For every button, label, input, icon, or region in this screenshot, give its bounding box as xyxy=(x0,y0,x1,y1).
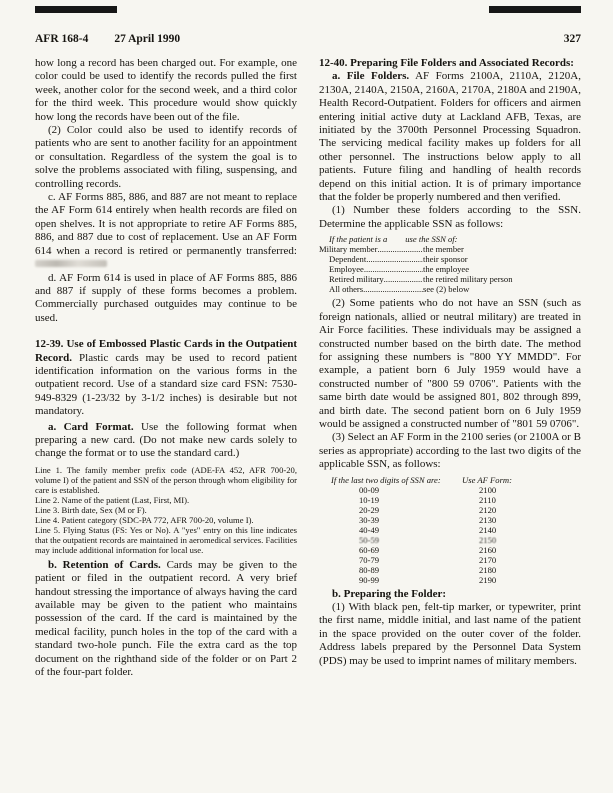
card-line-5-label: Line 5. xyxy=(35,524,61,535)
dot-leader xyxy=(366,254,423,264)
page-number: 327 xyxy=(563,33,581,45)
card-line-4-text: Patient category (SDC-PA 772, AFR 700-20, volume I). xyxy=(61,514,254,525)
af-form-row xyxy=(319,565,581,575)
ssn-row-value: see (2) below xyxy=(423,284,470,295)
af-form-table-header xyxy=(319,475,581,485)
form-number: 2140 xyxy=(479,524,497,535)
paragraph-d-form-614: d. AF Form 614 is used in place of AF Forms 885, 886 and 887 if supply of these forms becomes a problem. Commercially purchased outguides may continue to be used. xyxy=(35,271,297,324)
paragraph-c-text: c. AF Forms 885, 886, and 887 are not meant to replace the AF Form 614 entirely when health records are filed on open shelves. It is not appropriate to retire AF Forms 885, 886, and 887 due to cost of replacement. Use an AF Form 614 when a record is retired or permanently transferred: xyxy=(35,191,297,257)
card-line-1-text: The family member prefix code (ADE-FA 452, AFR 700-20, volume I) of the patient and SSN of the person through whom eligibility for care is established. xyxy=(35,464,297,495)
paragraph-continuation: how long a record has been charged out. For example, one color could be used to identify the records pulled the first week, another color for the second week, and a third color for the third week. This procedure would show quickly how long the records have been out of the file. xyxy=(35,57,297,123)
card-format-body: Use the following format when preparing a new card. (Do not make new cards solely to change the format or to use the standard card.) xyxy=(35,420,298,460)
scan-mark-left xyxy=(35,6,117,13)
paragraph-black-pen: (1) With black pen, felt-tip marker, or typewriter, print the first name, middle initial, and last name of the patient in the space provided on the outer cover of the folder. Address labels prepared by the Personnel Data System (PDS) may be used to imprint names of military members. xyxy=(319,600,581,667)
form-number: 2190 xyxy=(479,574,497,585)
digits-range: 60-69 xyxy=(359,544,380,555)
right-column xyxy=(319,57,581,679)
form-number: 2170 xyxy=(479,554,497,565)
af-form-row xyxy=(319,485,581,495)
card-format-lines xyxy=(35,465,297,555)
page-header xyxy=(35,33,581,45)
ssn-row-value: the employee xyxy=(423,264,470,275)
paragraph-card-format xyxy=(35,421,297,461)
paragraph-preparing-folder: b. Preparing the Folder: xyxy=(332,587,447,600)
section-12-39-body: Plastic cards may be used to record patient identification information on the various forms in the outpatient record. Use of a standard size card FSN: 7530-949-8329 (1-23/32 by 3-1/2 inches) is desirable but not mandatory. xyxy=(35,351,298,418)
card-line-4 xyxy=(35,515,297,525)
section-12-40-title: 12-40. Preparing File Folders and Associated Records: xyxy=(319,57,574,69)
ssn-row-label: All others xyxy=(329,284,364,295)
ssn-table-header xyxy=(319,234,581,244)
af-form-row xyxy=(319,555,581,565)
ssn-row-value: the member xyxy=(423,244,464,255)
ssn-table-row xyxy=(319,254,581,264)
file-folders-lead: a. File Folders. xyxy=(332,70,410,83)
paragraph-c-forms xyxy=(35,191,297,271)
af-form-table xyxy=(319,475,581,585)
form-header-right: Use AF Form: xyxy=(462,474,512,485)
digits-range: 30-39 xyxy=(359,514,380,525)
af-form-row xyxy=(319,525,581,535)
af-form-row xyxy=(319,535,581,545)
ssn-row-value: the retired military person xyxy=(423,274,513,285)
digits-range: 90-99 xyxy=(359,574,380,585)
ssn-table-row xyxy=(319,264,581,274)
card-line-2 xyxy=(35,495,297,505)
ssn-table-row xyxy=(319,284,581,294)
card-line-5-text: Flying Status (FS: Yes or No). A "yes" entry on this line indicates that the outpatient records are maintained in aeromedical services. Facilities may include additional information for local use. xyxy=(35,524,298,555)
doc-reference: AFR 168-4 xyxy=(35,33,89,45)
illegible-marks xyxy=(35,260,107,267)
af-form-row xyxy=(319,515,581,525)
ssn-source-table xyxy=(319,234,581,294)
card-format-lead: a. Card Format. xyxy=(48,420,134,433)
file-folders-body: AF Forms 2100A, 2110A, 2120A, 2130A, 2140A, 2150A, 2160A, 2170A, 2180A and 2190A, Health Record-Outpatient. Folders for officers and airmen entering initial active duty at Lackland AFB, Texas, are initiated by the 3700th Personnel Processing Squadron. The servicing medical facility makes up folders for all other personnel. The instructions below apply to all patients. Future filing and handling of health records depend on this initial action. It is of primary importance that the folder be properly numbered and then verified. xyxy=(319,70,581,204)
paragraph-number-folders: (1) Number these folders according to the SSN. Determine the applicable SSN as follows: xyxy=(319,204,581,230)
section-12-39-title: 12-39. Use of Embossed Plastic Cards in the Outpatient Record. xyxy=(35,338,297,364)
paragraph-color-2: (2) Color could also be used to identify records of patients who are sent to another facility for an appointment or consultation. Regardless of the system the goal is to solve the problems associated with filing, suspensing, and controlling records. xyxy=(35,124,297,190)
ssn-row-value: their sponsor xyxy=(423,254,468,265)
digits-range: 20-29 xyxy=(359,504,380,515)
ssn-table-row xyxy=(319,244,581,254)
card-line-5 xyxy=(35,525,297,555)
ssn-row-label: Retired military xyxy=(329,274,384,285)
af-form-row xyxy=(319,545,581,555)
ssn-header-left: If the patient is a xyxy=(329,234,388,245)
ssn-row-label: Military member xyxy=(319,244,378,255)
digits-range: 80-89 xyxy=(359,564,380,575)
digits-range: 10-19 xyxy=(359,494,380,505)
digits-range: 00-09 xyxy=(359,484,380,495)
form-number: 2160 xyxy=(479,544,497,555)
dot-leader xyxy=(363,284,423,294)
form-number: 2180 xyxy=(479,564,497,575)
retention-lead: b. Retention of Cards. xyxy=(48,558,161,571)
form-number: 2110 xyxy=(479,494,496,505)
ssn-row-label: Employee xyxy=(329,264,364,275)
digits-range: 50-59 xyxy=(359,534,380,545)
retention-body: Cards may be given to the patient or filed in the outpatient record. A very brief handout stressing the importance of always having the card available may be given to the patient who maintains possession of the card. If the card is maintained by the medical facility, punch holes in the top of the card with a standard two-hole punch. File the extra card as the top document on the righthand side of the folder or on Part 2 of the four-part folder. xyxy=(35,558,297,679)
paragraph-constructed-number: (2) Some patients who do not have an SSN (such as foreign nationals, allied or neutral military) are treated in Air Force facilities. These individuals may be assigned a constructed number based on the birth date. The method for assigning these numbers is "800 YY MMDD". For example, a patient born 6 July 1959 would have a constructed number of "800 59 0706". Patients with the same birth date would be assigned 801, 802 through 899, and birth date. The second patient born on 6 July 1959 would be assigned a constructed number of "801 59 0706". xyxy=(319,297,581,430)
form-number: 2130 xyxy=(479,514,497,525)
card-line-3-label: Line 3. xyxy=(35,504,60,515)
paragraph-select-form: (3) Select an AF Form in the 2100 series (or 2100A or B series as appropriate) according to the last two digits of the applicable SSN, as follows: xyxy=(319,431,581,471)
paragraph-retention xyxy=(35,559,297,680)
left-column xyxy=(35,57,297,679)
two-column-body xyxy=(35,57,581,679)
form-number: 2150 xyxy=(479,534,497,545)
section-12-39 xyxy=(35,338,297,418)
dot-leader xyxy=(364,264,423,274)
af-form-row xyxy=(319,495,581,505)
af-form-row xyxy=(319,575,581,585)
card-line-3-text: Birth date, Sex (M or F). xyxy=(61,504,147,515)
form-number: 2100 xyxy=(479,484,497,495)
ssn-row-label: Dependent xyxy=(329,254,367,265)
dot-leader xyxy=(377,244,423,254)
ssn-table-row xyxy=(319,274,581,284)
card-line-2-label: Line 2. xyxy=(35,494,60,505)
scan-mark-right xyxy=(489,6,581,13)
paragraph-file-folders xyxy=(319,70,581,204)
dot-leader xyxy=(384,274,423,284)
doc-date: 27 April 1990 xyxy=(114,33,181,45)
ssn-header-right: use the SSN of: xyxy=(405,234,458,245)
card-line-1-label: Line 1. xyxy=(35,464,63,475)
digits-range: 70-79 xyxy=(359,554,380,565)
card-line-4-label: Line 4. xyxy=(35,514,60,525)
form-header-left: If the last two digits of SSN are: xyxy=(331,474,441,485)
card-line-1 xyxy=(35,465,297,495)
card-line-3 xyxy=(35,505,297,515)
af-form-row xyxy=(319,505,581,515)
card-line-2-text: Name of the patient (Last, First, MI). xyxy=(61,494,190,505)
form-number: 2120 xyxy=(479,504,497,515)
digits-range: 40-49 xyxy=(359,524,380,535)
